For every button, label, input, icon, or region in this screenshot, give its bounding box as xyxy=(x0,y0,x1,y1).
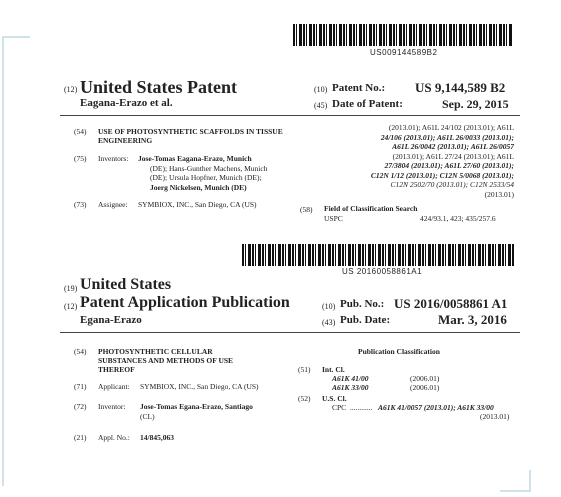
patent-barcode xyxy=(293,24,513,46)
patent-cpc-line: 27/3804 (2013.01); A61L 27/60 (2013.01); xyxy=(384,161,514,170)
application-code-72: (72) xyxy=(74,402,87,411)
application-code-21: (21) xyxy=(74,433,87,442)
application-applicant: SYMBIOX, INC., San Diego, CA (US) xyxy=(140,382,259,391)
application-code-19: (19) xyxy=(64,284,78,293)
application-inventor-short: Egana-Erazo xyxy=(80,314,142,326)
patent-date: Sep. 29, 2015 xyxy=(442,97,509,111)
patent-cpc-line: C12N 2502/70 (2013.01); C12N 2533/54 xyxy=(390,180,514,189)
application-invention-title xyxy=(98,347,233,374)
application-code-51: (51) xyxy=(298,365,311,374)
patent-header-rule xyxy=(60,115,520,116)
application-applicant-label: Applicant: xyxy=(98,382,130,391)
application-code-43: (43) xyxy=(322,318,336,327)
patent-code-54: (54) xyxy=(74,127,87,136)
application-code-54: (54) xyxy=(74,347,87,356)
patent-no: US 9,144,589 B2 xyxy=(415,80,506,95)
patent-code-58: (58) xyxy=(300,205,313,214)
patent-inventor-line: Jose-Tomas Eagana-Erazo, Munich xyxy=(138,154,252,163)
patent-inventors-label: Inventors: xyxy=(98,154,129,163)
patent-uspc-value: 424/93.1, 423; 435/257.6 xyxy=(420,214,496,223)
patent-document xyxy=(60,22,520,227)
patent-barcode-number: US009144589B2 xyxy=(370,48,438,57)
application-cpc-line: A61K 41/0057 (2013.01); A61K 33/00 xyxy=(378,403,494,412)
application-code-12: (12) xyxy=(64,302,78,311)
patent-code-10: (10) xyxy=(314,85,328,94)
application-invention-title-line: THEREOF xyxy=(98,365,135,374)
application-cpc-line: (2013.01) xyxy=(480,412,510,421)
frame-line-bottom xyxy=(500,490,531,492)
application-invention-title-line: SUBSTANCES AND METHODS OF USE xyxy=(98,356,234,365)
frame-line-left xyxy=(2,36,4,486)
application-cpc-dots: ............ xyxy=(350,403,373,412)
application-int-cl-date: (2006.01) xyxy=(410,374,440,383)
application-int-cl-date: (2006.01) xyxy=(410,383,440,392)
application-inventor-label: Inventor: xyxy=(98,402,126,411)
application-pub-date-label: Pub. Date: xyxy=(340,314,391,326)
frame-line-top xyxy=(2,36,30,38)
patent-inventor-short: Eagana-Erazo et al. xyxy=(80,97,173,109)
application-inventor: Jose-Tomas Egana-Erazo, Santiago xyxy=(140,402,253,411)
patent-cpc-line: 24/106 (2013.01); A61L 26/0033 (2013.01); xyxy=(380,132,514,142)
application-int-cl-label: Int. Cl. xyxy=(322,365,345,374)
patent-cpc-line: C12N 1/12 (2013.01); C12N 5/0068 (2013.01); xyxy=(370,170,514,180)
application-appl-no-label: Appl. No.: xyxy=(98,433,130,442)
patent-cpc-line: A61L 26/0042 (2013.01); A61L 26/0057 xyxy=(392,142,514,151)
application-int-cl-code: A61K 41/00 xyxy=(332,374,369,383)
patent-cpc-line: (2013.01) xyxy=(484,189,514,199)
patent-title: United States Patent xyxy=(80,77,237,97)
application-country: United States xyxy=(80,276,172,293)
patent-cpc-line: (2013.01); A61L 24/102 (2013.01); A61L xyxy=(388,123,514,132)
application-title: Patent Application Publication xyxy=(80,294,290,311)
application-document xyxy=(60,232,520,460)
patent-cpc-block xyxy=(314,123,514,199)
patent-no-label: Patent No.: xyxy=(332,82,386,94)
patent-code-73: (73) xyxy=(74,200,87,209)
application-cpc-label: CPC xyxy=(332,403,347,412)
patent-code-75: (75) xyxy=(74,154,87,163)
patent-assignee-label: Assignee: xyxy=(98,200,128,209)
patent-uspc-label: USPC xyxy=(324,214,343,223)
patent-inventor-line: (DE); Ursula Hopfner, Munich (DE); xyxy=(150,173,262,182)
application-us-cl-label: U.S. Cl. xyxy=(322,394,347,403)
application-barcode xyxy=(242,244,514,266)
patent-inventors xyxy=(138,154,267,192)
application-barcode-number: US 20160058861A1 xyxy=(342,267,423,276)
frame-line-right xyxy=(529,470,531,492)
patent-code-45: (45) xyxy=(314,101,328,110)
application-invention-title-line: PHOTOSYNTHETIC CELLULAR xyxy=(98,347,213,356)
application-pub-no: US 2016/0058861 A1 xyxy=(394,296,508,311)
application-int-cl-code: A61K 33/00 xyxy=(332,383,369,392)
patent-cpc-line: (2013.01); A61L 27/24 (2013.01); A61L xyxy=(392,151,514,161)
patent-invention-title: USE OF PHOTOSYNTHETIC SCAFFOLDS IN TISSUE ENGINEERING xyxy=(98,127,283,145)
application-inventor-country: (CL) xyxy=(140,412,155,421)
application-pub-class-heading: Publication Classification xyxy=(358,347,440,356)
patent-code-12: (12) xyxy=(64,85,78,94)
application-code-71: (71) xyxy=(74,382,87,391)
application-header-rule xyxy=(60,332,520,333)
patent-date-label: Date of Patent: xyxy=(332,98,403,110)
application-code-10: (10) xyxy=(322,302,336,311)
application-code-52: (52) xyxy=(298,394,311,403)
patent-inventor-line: (DE); Hans-Gunther Machens, Munich xyxy=(150,163,268,173)
patent-inventor-line: Joerg Nickelsen, Munich (DE) xyxy=(150,182,247,192)
patent-assignee: SYMBIOX, INC., San Diego, CA (US) xyxy=(138,200,257,209)
application-appl-no: 14/845,063 xyxy=(140,433,174,442)
patent-field-label: Field of Classification Search xyxy=(324,204,418,213)
application-pub-no-label: Pub. No.: xyxy=(340,298,385,310)
application-pub-date: Mar. 3, 2016 xyxy=(438,312,507,327)
